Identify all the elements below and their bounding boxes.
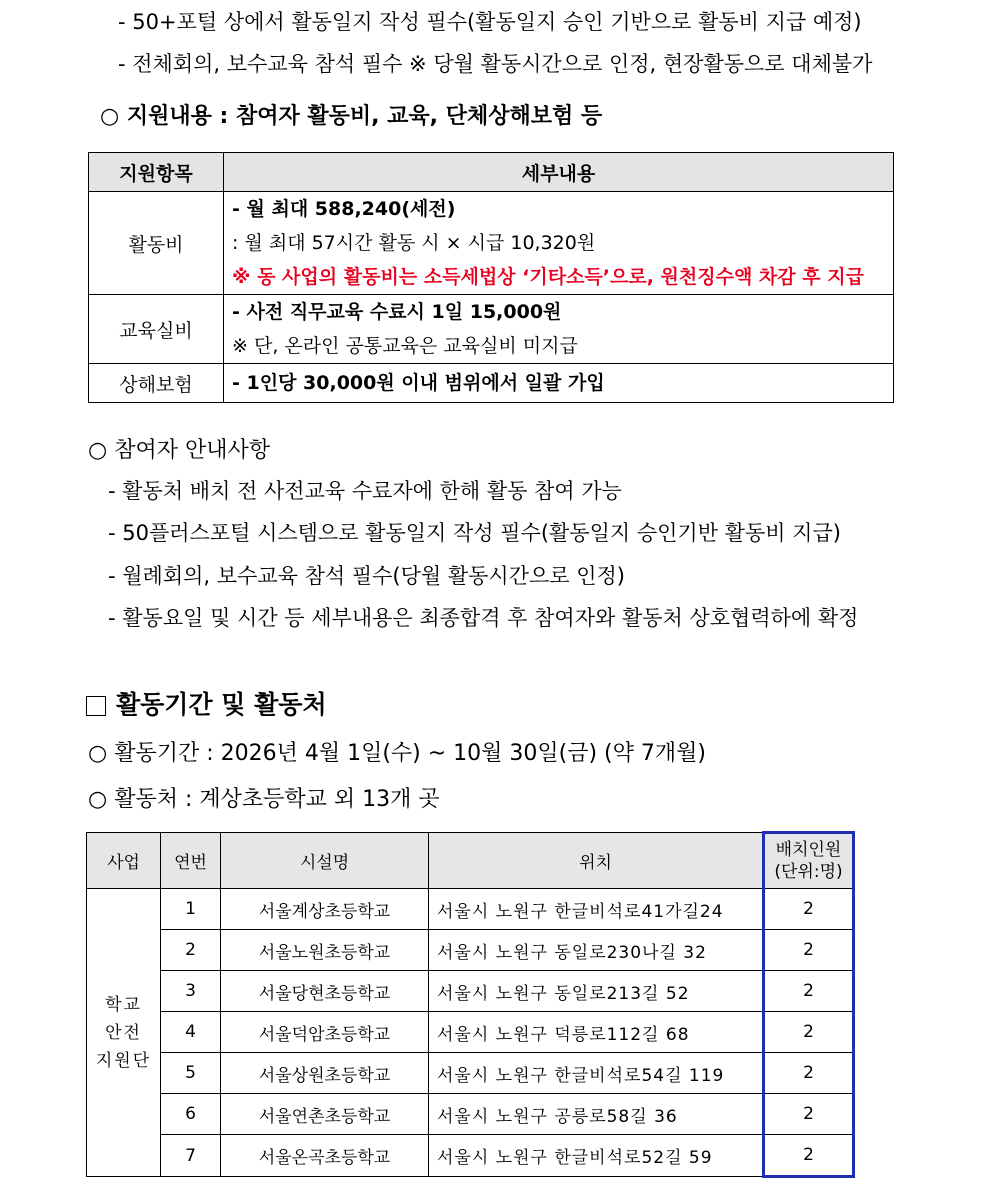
participant-note: - 50플러스포털 시스템으로 활동일지 작성 필수(활동일지 승인기반 활동비 지급) <box>108 521 841 545</box>
period-section-title: 활동기간 및 활동처 <box>116 690 327 719</box>
period-section-heading <box>86 690 327 720</box>
education-fee-detail <box>224 295 894 364</box>
activity-places: ○ 활동처 : 계상초등학교 외 13개 곳 <box>88 787 440 812</box>
row-location: 서울시 노원구 공릉로58길 36 <box>429 1094 764 1135</box>
row-staff: 2 <box>764 889 854 930</box>
header-no: 연번 <box>161 833 221 889</box>
row-staff: 2 <box>764 1053 854 1094</box>
row-location: 서울시 노원구 동일로230나길 32 <box>429 930 764 971</box>
row-no: 1 <box>161 889 221 930</box>
participant-note: - 활동요일 및 시간 등 세부내용은 최종합격 후 참여자와 활동처 상호협력하에 확정 <box>108 606 859 630</box>
business-line: 안전 <box>105 1022 142 1043</box>
activity-fee-line2: : 월 최대 57시간 활동 시 × 시급 10,320원 <box>232 232 596 254</box>
row-facility: 서울노원초등학교 <box>221 930 429 971</box>
row-staff: 2 <box>764 1094 854 1135</box>
insurance-label: 상해보험 <box>89 364 224 403</box>
row-facility: 서울당현초등학교 <box>221 971 429 1012</box>
table-row <box>87 1053 854 1094</box>
row-facility: 서울덕암초등학교 <box>221 1012 429 1053</box>
row-no: 6 <box>161 1094 221 1135</box>
activity-fee-notice: ※ 동 사업의 활동비는 소득세법상 ‘기타소득’으로, 원천징수액 차감 후 지급 <box>232 266 864 288</box>
row-staff: 2 <box>764 1012 854 1053</box>
education-fee-line1: - 사전 직무교육 수료시 1일 15,000원 <box>232 301 562 323</box>
row-location: 서울시 노원구 동일로213길 52 <box>429 971 764 1012</box>
table-row <box>87 930 854 971</box>
table-row <box>87 1094 854 1135</box>
checkbox-square-icon <box>86 696 106 716</box>
activity-fee-detail <box>224 192 894 295</box>
site-header-row <box>87 833 854 889</box>
table-row <box>87 889 854 930</box>
activity-fee-label: 활동비 <box>89 192 224 295</box>
participant-notes-heading: ○ 참여자 안내사항 <box>88 438 270 463</box>
header-facility: 시설명 <box>221 833 429 889</box>
row-no: 3 <box>161 971 221 1012</box>
header-staff-line1: 배치인원 <box>775 840 842 860</box>
row-facility: 서울연촌초등학교 <box>221 1094 429 1135</box>
business-line: 지원단 <box>95 1050 152 1071</box>
activity-period: ○ 활동기간 : 2026년 4월 1일(수) ~ 10월 30일(금) (약 7개월) <box>88 741 706 766</box>
support-row-insurance <box>89 364 894 403</box>
table-row <box>87 1012 854 1053</box>
row-staff: 2 <box>764 971 854 1012</box>
business-cell <box>87 889 161 1177</box>
insurance-detail <box>224 364 894 403</box>
intro-bullet: - 전체회의, 보수교육 참석 필수 ※ 당월 활동시간으로 인정, 현장활동으로 대체불가 <box>118 52 873 76</box>
activity-fee-line1: - 월 최대 588,240(세전) <box>232 198 456 220</box>
support-table <box>88 152 894 403</box>
participant-note: - 활동처 배치 전 사전교육 수료자에 한해 활동 참여 가능 <box>108 479 622 503</box>
site-table <box>86 831 855 1178</box>
row-no: 7 <box>161 1135 221 1177</box>
row-facility: 서울계상초등학교 <box>221 889 429 930</box>
support-header-row <box>89 153 894 192</box>
support-heading: ○ 지원내용 : 참여자 활동비, 교육, 단체상해보험 등 <box>100 104 603 129</box>
header-business: 사업 <box>87 833 161 889</box>
row-staff: 2 <box>764 1135 854 1177</box>
row-location: 서울시 노원구 덕릉로112길 68 <box>429 1012 764 1053</box>
row-location: 서울시 노원구 한글비석로52길 59 <box>429 1135 764 1177</box>
header-item: 지원항목 <box>89 153 224 192</box>
row-no: 4 <box>161 1012 221 1053</box>
header-staff <box>764 833 854 889</box>
row-no: 2 <box>161 930 221 971</box>
intro-bullet: - 50+포털 상에서 활동일지 작성 필수(활동일지 승인 기반으로 활동비 지급 예정) <box>118 10 862 34</box>
table-row <box>87 971 854 1012</box>
support-row-education-fee <box>89 295 894 364</box>
insurance-line1: - 1인당 30,000원 이내 범위에서 일괄 가입 <box>232 372 605 394</box>
row-location: 서울시 노원구 한글비석로54길 119 <box>429 1053 764 1094</box>
education-fee-label: 교육실비 <box>89 295 224 364</box>
education-fee-line2: ※ 단, 온라인 공통교육은 교육실비 미지급 <box>232 335 578 357</box>
support-row-activity-fee <box>89 192 894 295</box>
row-facility: 서울상원초등학교 <box>221 1053 429 1094</box>
table-row <box>87 1135 854 1177</box>
row-no: 5 <box>161 1053 221 1094</box>
header-location: 위치 <box>429 833 764 889</box>
business-line: 학교 <box>105 994 142 1015</box>
header-detail: 세부내용 <box>224 153 894 192</box>
row-location: 서울시 노원구 한글비석로41가길24 <box>429 889 764 930</box>
header-staff-line2: (단위:명) <box>774 862 843 882</box>
row-staff: 2 <box>764 930 854 971</box>
row-facility: 서울온곡초등학교 <box>221 1135 429 1177</box>
participant-note: - 월례회의, 보수교육 참석 필수(당월 활동시간으로 인정) <box>108 564 625 588</box>
